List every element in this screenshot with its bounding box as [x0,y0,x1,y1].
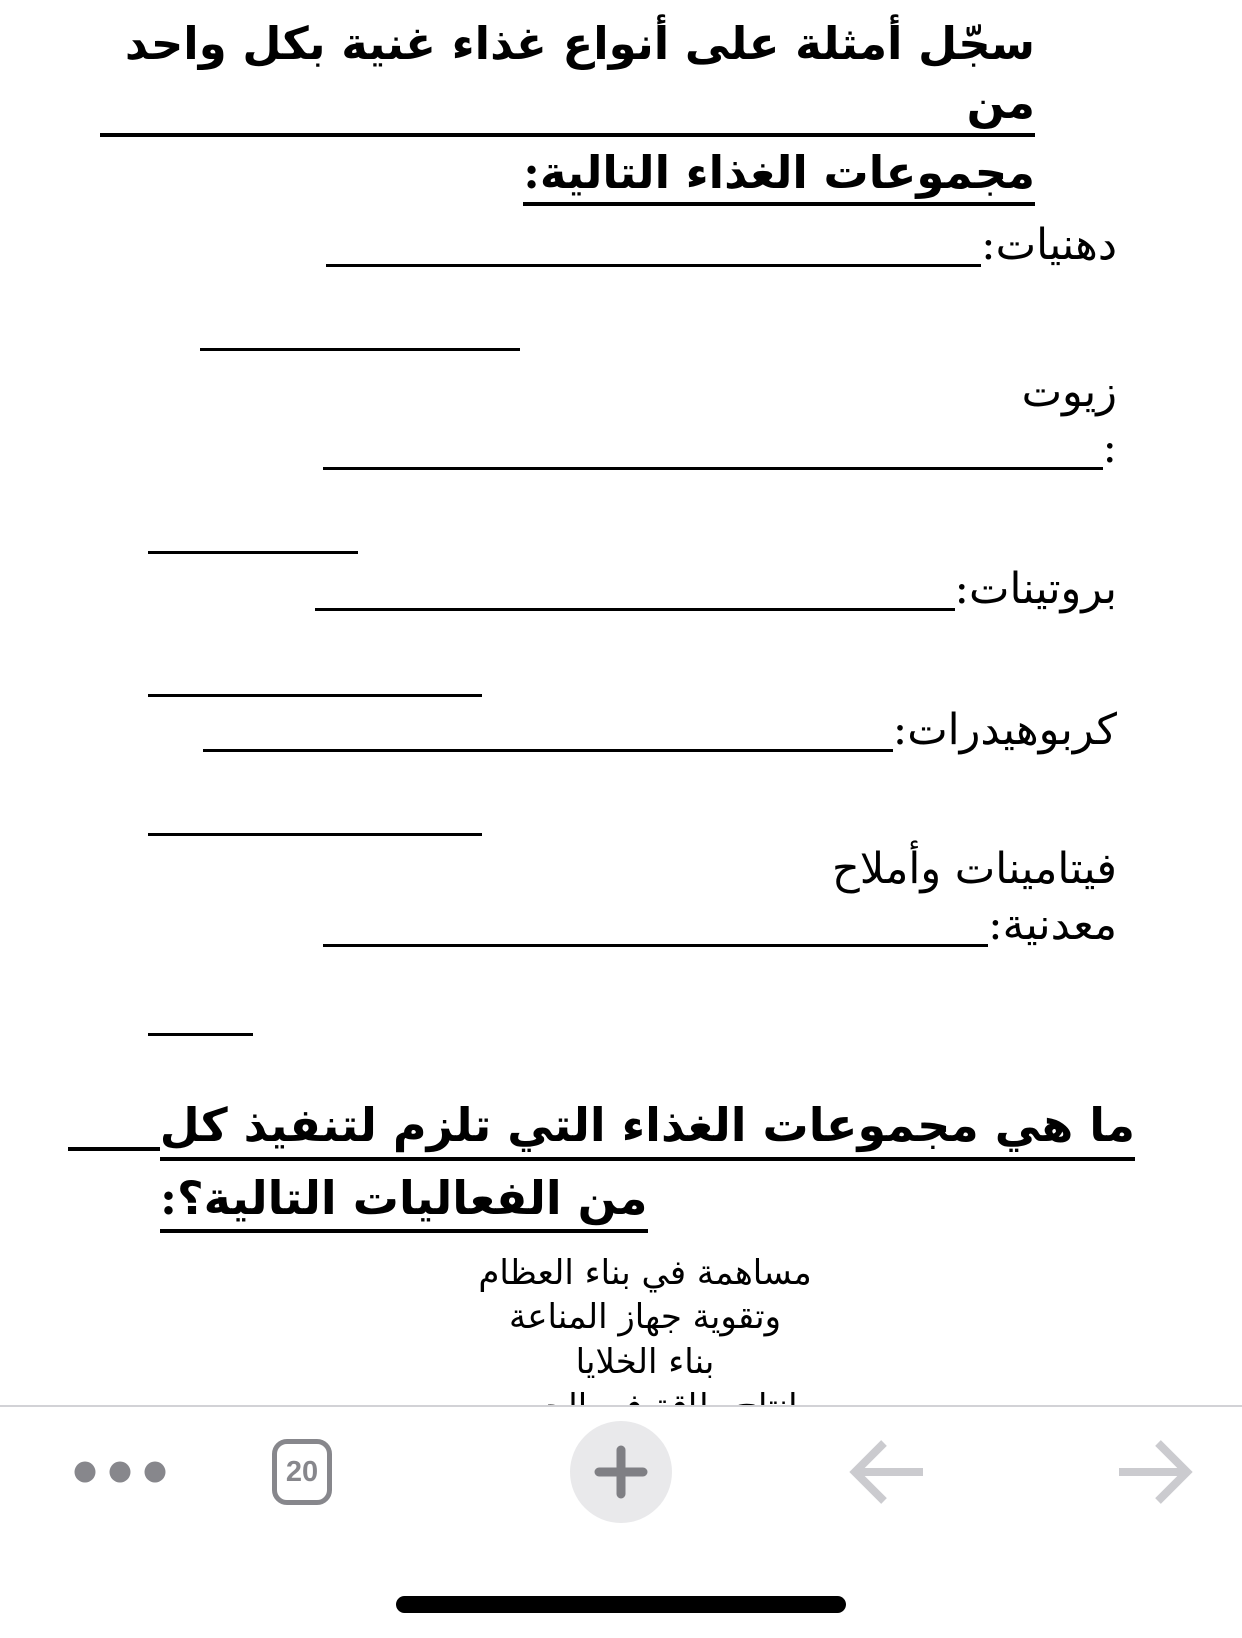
carbohydrates-blank-line [203,737,893,752]
vitamins-label-line-1: فيتامينات وأملاح [831,843,1117,894]
question-1 [100,14,1035,212]
question-2-line-2: من الفعاليات التالية؟: [160,1167,1135,1239]
vitamins-label-line-2: معدنية: [988,899,1117,950]
vitamins-blank-line [323,932,988,947]
carbohydrates-label: كربوهيدرات: [892,704,1117,755]
activity-item: بناء الخلايا [575,1342,715,1383]
carbohydrates-blank-continuation [148,793,1117,836]
vitamins-blank-continuation [148,993,1117,1036]
ellipsis-icon [75,1462,166,1483]
question-1-line-2: مجموعات الغذاء التالية: [523,143,1035,206]
field-oils [147,365,1117,421]
oils-colon-row [159,421,1117,477]
question-1-line-1: سجّل أمثلة على أنواع غذاء غنية بكل واحد من [100,14,1035,137]
oils-label: زيوت [1021,367,1117,418]
arrow-right-icon [1114,1436,1194,1508]
activities-list [265,1251,1025,1431]
oils-colon: : [1102,422,1117,473]
oils-blank-continuation [148,511,1117,554]
field-carbohydrates [149,703,1117,759]
back-button[interactable] [848,1436,928,1508]
plus-circle [570,1421,672,1523]
question-2-underline-tail [68,1135,160,1151]
question-2 [160,1094,1135,1238]
field-vitamins-line-1 [137,842,1117,898]
new-tab-button[interactable] [570,1421,672,1523]
tab-count-box-icon [272,1439,332,1505]
field-vitamins-line-2 [149,898,1117,954]
proteins-blank-continuation [148,654,1117,697]
fats-label: دهنيات: [981,220,1117,271]
fats-blank-continuation [200,308,1117,351]
proteins-blank-line [315,596,955,611]
tab-count: 20 [285,1455,319,1488]
more-options-button[interactable] [75,1462,166,1483]
activity-item: وتقوية جهاز المناعة [508,1297,782,1338]
proteins-label: بروتينات: [954,563,1117,614]
activity-item: مساهمة في بناء العظام [478,1252,812,1293]
arrow-left-icon [848,1436,928,1508]
field-proteins [149,562,1117,618]
oils-blank-line [323,455,1103,470]
fats-blank-line [326,252,981,267]
plus-icon [590,1441,652,1503]
tabs-button[interactable] [272,1439,332,1505]
field-fats [100,218,1117,274]
forward-button[interactable] [1114,1436,1194,1508]
home-indicator-bar[interactable] [396,1596,846,1613]
question-2-line-1: ما هي مجموعات الغذاء التي تلزم لتنفيذ كل [160,1094,1135,1166]
